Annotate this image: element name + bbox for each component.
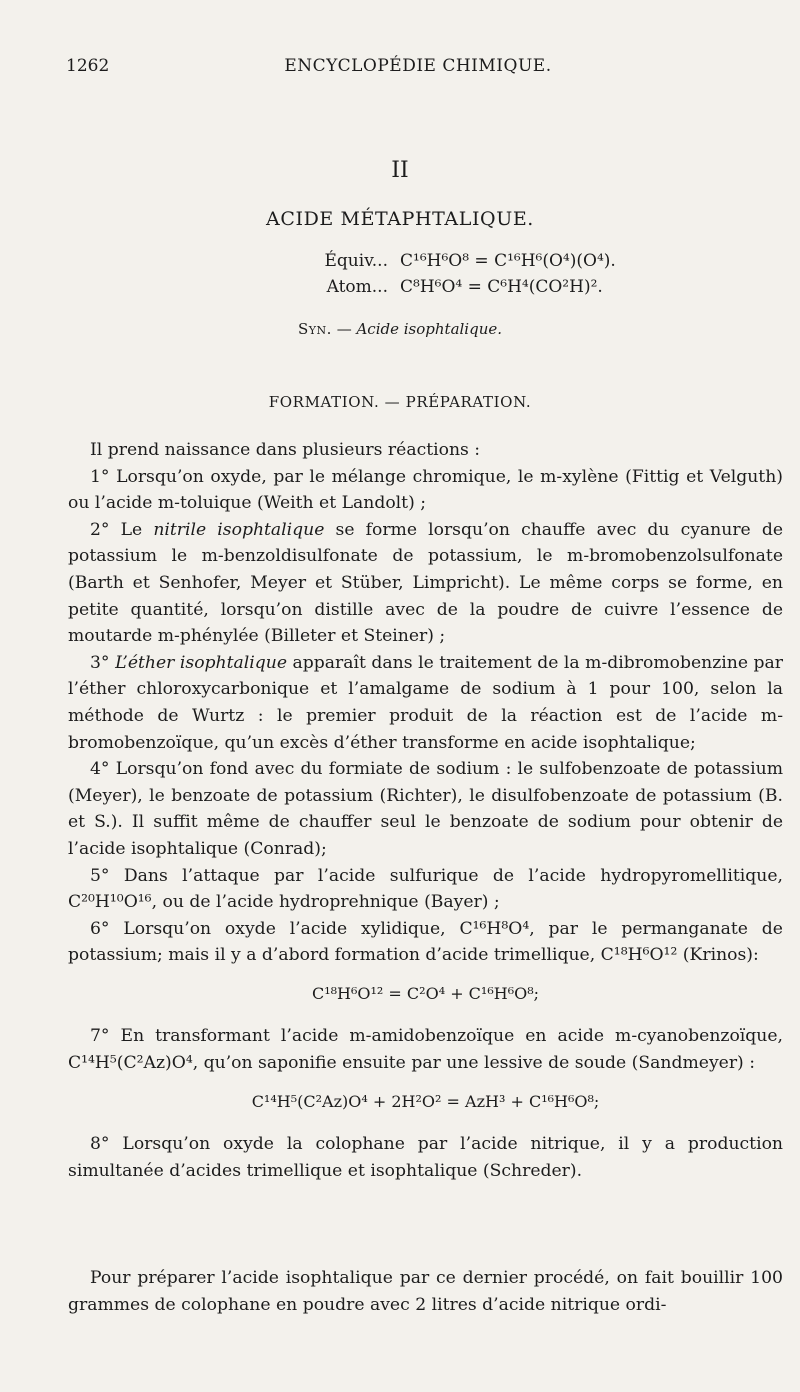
synonym-label: Syn. xyxy=(297,320,332,338)
synonym-dash: — xyxy=(331,320,357,338)
italic-term: nitrile isophtalique xyxy=(153,519,325,540)
item-rest: (Krinos): xyxy=(677,945,759,966)
page-header xyxy=(66,56,770,80)
paragraph-item-1: 1° Lorsqu’on oxyde, par le mélange chromique, le m-xylène (Fittig et Velguth) ou l’acide m-toluique (Weith et Landolt) ; xyxy=(68,466,783,514)
formula-label: Atom... xyxy=(326,277,388,297)
formula-value: C¹⁶H⁶O⁸ = C¹⁶H⁶(O⁴)(O⁴). xyxy=(400,251,616,271)
formula-block xyxy=(300,248,616,300)
italic-term: L’éther isophtalique xyxy=(115,652,288,673)
formula-value: C⁸H⁶O⁴ = C⁶H⁴(CO²H)². xyxy=(400,277,603,297)
inline-formula: C²⁰H¹⁰O¹⁶ xyxy=(68,892,152,913)
formula-label: Équiv... xyxy=(324,251,388,271)
formula-equiv xyxy=(300,248,616,274)
paragraph-item-5 xyxy=(68,863,783,916)
item-lead: 6° Lorsqu’on oxyde l’acide xylidique, xyxy=(90,918,460,939)
paragraph-intro: Il prend naissance dans plusieurs réactions : xyxy=(90,440,481,460)
page-number: 1262 xyxy=(66,56,110,76)
inline-formula: C¹⁸H⁶O¹² xyxy=(600,945,678,966)
subheading: FORMATION. — PRÉPARATION. xyxy=(268,393,532,411)
synonym-line xyxy=(0,320,800,338)
item-lead: 2° Le xyxy=(90,519,154,540)
paragraph-item-3 xyxy=(68,650,783,756)
body-text xyxy=(68,437,783,1184)
item-lead: 3° xyxy=(90,652,116,673)
body-text-preparation xyxy=(68,1265,783,1318)
equation-1: C¹⁸H⁶O¹² = C²O⁴ + C¹⁶H⁶O⁸; xyxy=(311,983,540,1003)
running-title: ENCYCLOPÉDIE CHIMIQUE. xyxy=(284,56,552,76)
inline-formula: C¹⁴H⁵(C²Az)O⁴ xyxy=(68,1053,193,1074)
formula-atom xyxy=(300,274,616,300)
paragraph-item-2 xyxy=(68,517,783,650)
synonym-name: Acide isophtalique. xyxy=(356,320,503,338)
section-title: ACIDE MÉTAPHTALIQUE. xyxy=(266,208,534,230)
item-rest: se forme lorsqu’on chauffe avec du cyanure de potassium le m-benzoldisulfonate de potassium, le m-bromobenzolsulfonate (Barth et Senhofer, Meyer et Stüber, Limpricht). Le même corps se forme, en petite quantité, lorsqu’on distille avec de la poudre de cuivre l’essence de moutarde m-phénylée (Billeter et Steiner) ; xyxy=(68,519,783,647)
item-rest: apparaît dans le traitement de la m-dibromobenzine par l’éther chloroxycarbonique et l’amalgame de sodium à 1 pour 100, selon la méthode de Wurtz : le premier produit de la réaction est de l’acide m-bromobenzoïque, qu’un excès d’éther transforme en acide isophtalique; xyxy=(68,652,783,753)
paragraph-item-6 xyxy=(68,916,783,969)
item-rest: , qu’on saponifie ensuite par une lessive de soude (Sandmeyer) : xyxy=(192,1053,756,1074)
item-lead: 5° Dans l’attaque par l’acide sulfurique de l’acide hydropyromellitique, xyxy=(90,865,783,886)
paragraph-item-7 xyxy=(68,1023,783,1076)
equation-2: C¹⁴H⁵(C²Az)O⁴ + 2H²O² = AzH³ + C¹⁶H⁶O⁸; xyxy=(251,1091,600,1111)
paragraph-preparation: Pour préparer l’acide isophtalique par ce dernier procédé, on fait bouillir 100 grammes de colophane en poudre avec 2 litres d’acide nitrique ordi- xyxy=(68,1268,783,1315)
item-rest: , ou de l’acide hydroprehnique (Bayer) ; xyxy=(151,892,500,913)
inline-formula: C¹⁶H⁸O⁴ xyxy=(459,918,530,939)
item-lead: 7° En transformant l’acide m-amidobenzoïque en acide m-cyanobenzoïque, xyxy=(90,1026,783,1047)
item-mid: , par le permanganate de potassium; mais il y a d’abord formation d’acide trimellique, xyxy=(68,918,783,966)
paragraph-item-4: 4° Lorsqu’on fond avec du formiate de sodium : le sulfobenzoate de potassium (Meyer), le benzoate de potassium (Richter), le disulfobenzoate de potassium (B. et S.). Il suffit même de chauffer seul le benzoate de sodium pour obtenir de l’acide isophtalique (Conrad); xyxy=(68,759,783,859)
section-numeral: II xyxy=(391,158,409,183)
paragraph-item-8: 8° Lorsqu’on oxyde la colophane par l’acide nitrique, il y a production simultanée d’acides trimellique et isophtalique (Schreder). xyxy=(68,1134,783,1181)
